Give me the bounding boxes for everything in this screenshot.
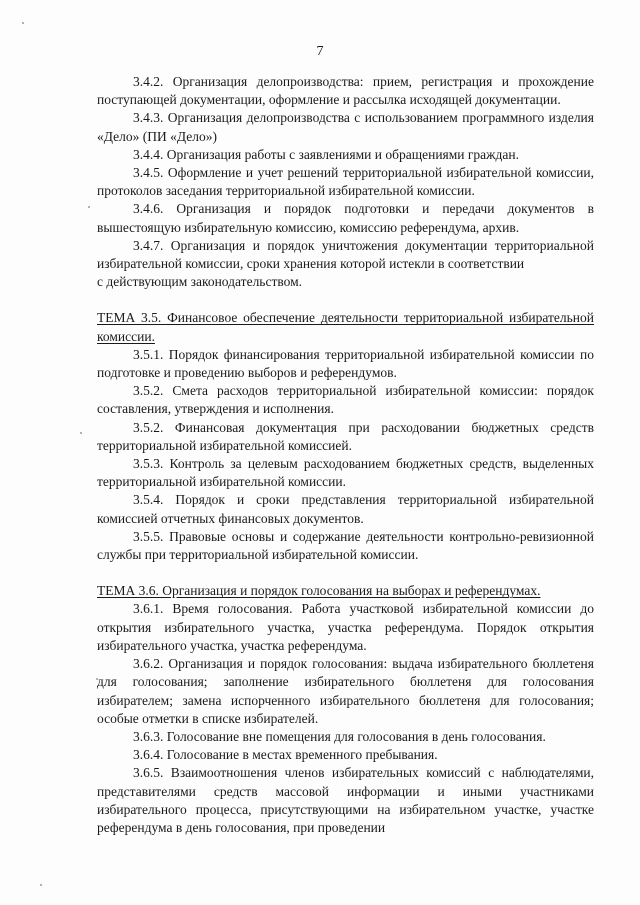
list-item: 3.6.2. Организация и порядок голосования: выдача избирательного бюллетеня для голосования; заполнение избирательного бюллетеня для голосования избирателем; замена испорченного избирательного бюллетеня для голосования; особые отметки в списке избирателей. <box>97 656 594 726</box>
topic-3-6-section <box>97 582 594 837</box>
list-item: 3.6.5. Взаимоотношения членов избирательных комиссий с наблюдателями, представителями средств массовой информации и иными участниками избирательного процесса, присутствующими на избирательном участке, участке референдума в день голосования, при проведении <box>97 765 594 835</box>
list-item: 3.6.1. Время голосования. Работа участковой избирательной комиссии до открытия избирательного участка, участка референдума. Порядок открытия избирательного участка, участка референдума. <box>97 601 594 653</box>
list-item: 3.5.3. Контроль за целевым расходованием бюджетных средств, выделенных территориальной избирательной комиссии. <box>97 456 594 490</box>
list-item: 3.4.5. Оформление и учет решений территориальной избирательной комиссии, протоколов заседания территориальной избирательной комиссии. <box>97 165 594 199</box>
topic-3-6-list <box>97 600 594 837</box>
list-item: 3.6.4. Голосование в местах временного пребывания. <box>133 747 438 763</box>
list-item: 3.5.2. Финансовая документация при расходовании бюджетных средств территориальной избирательной комиссией. <box>97 419 594 453</box>
list-item-continuation: с действующим законодательством. <box>97 274 303 290</box>
intro-list <box>97 73 594 291</box>
list-item: 3.4.3. Организация делопроизводства с использованием программного изделия «Дело» (ПИ «Дело») <box>97 110 594 144</box>
scan-speck <box>88 206 90 208</box>
document-body <box>97 73 594 837</box>
scan-speck <box>40 884 42 886</box>
list-item: 3.5.4. Порядок и сроки представления территориальной избирательной комиссией отчетных финансовых документов. <box>97 492 594 526</box>
topic-heading: ТЕМА 3.6. Организация и порядок голосования на выборах и референдумах. <box>97 583 541 599</box>
list-item: 3.5.2. Смета расходов территориальной избирательной комиссии: порядок составления, утверждения и исполнения. <box>97 383 594 417</box>
list-item: 3.4.7. Организация и порядок уничтожения документации территориальной избирательной комиссии, сроки хранения которой истекли в соответствии <box>97 237 594 272</box>
topic-3-5-section <box>97 309 594 564</box>
scan-speck <box>80 432 82 434</box>
scan-speck <box>22 22 24 24</box>
list-item: 3.4.6. Организация и порядок подготовки и передачи документов в вышестоящую избирательную комиссию, комиссию референдума, архив. <box>97 201 594 235</box>
page-number: 7 <box>316 44 324 59</box>
list-item: 3.5.1. Порядок финансирования территориальной избирательной комиссии по подготовке и проведению выборов и референдумов. <box>97 346 594 381</box>
topic-heading: ТЕМА 3.5. Финансовое обеспечение деятельности территориальной избирательной комиссии. <box>97 310 594 344</box>
list-item: 3.4.2. Организация делопроизводства: прием, регистрация и прохождение поступающей документации, оформление и рассылка исходящей документации. <box>97 74 594 108</box>
list-item: 3.5.5. Правовые основы и содержание деятельности контрольно-ревизионной службы при территориальной избирательной комиссии. <box>97 528 594 563</box>
list-item: 3.4.4. Организация работы с заявлениями и обращениями граждан. <box>133 146 519 162</box>
list-item: 3.6.3. Голосование вне помещения для голосования в день голосования. <box>133 728 546 744</box>
topic-3-5-list <box>97 346 594 564</box>
